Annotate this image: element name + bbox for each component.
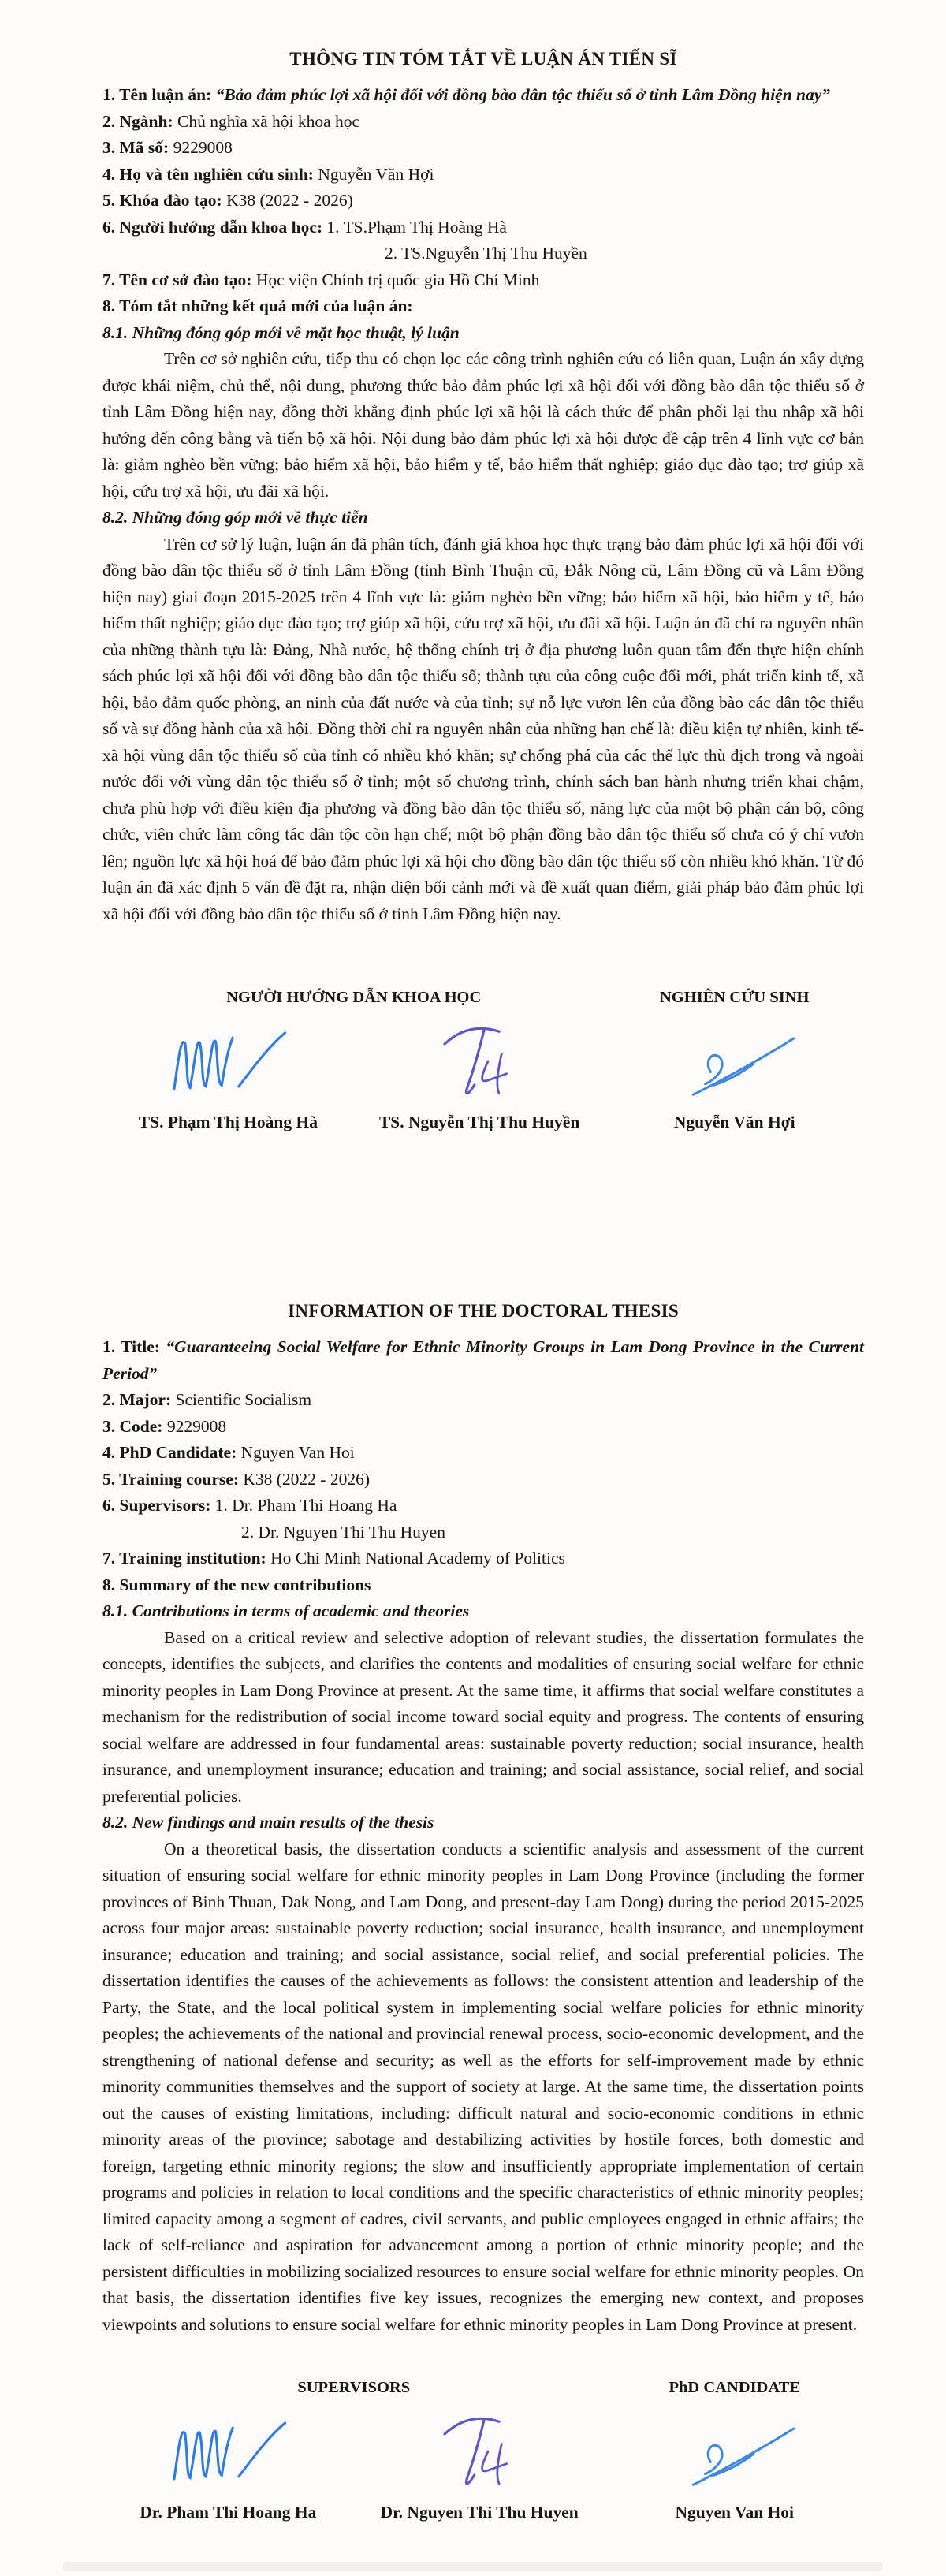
supervisor2-signature-icon [420, 1018, 538, 1105]
signature-block-en [102, 2379, 864, 2522]
heading-8-1-en: 8.1. Contributions in terms of academic and theories [102, 1601, 470, 1620]
supervisor1-signature-icon [161, 2412, 295, 2495]
candidate-signature-en [605, 2402, 864, 2495]
paragraph-8-1-vi: Trên cơ sở nghiên cứu, tiếp thu có chọn lọc các công trình nghiên cứu có liên quan, Luận án xây dựng được khái niệm, chủ thể, nội dung, phương thức bảo đảm phúc lợi xã hội đối với đồng bào dân tộc thiểu số ở tỉnh Lâm Đồng hiện nay, đồng thời khẳng định phúc lợi xã hội là cách thức để phân phối lại thu nhập xã hội hướng đến công bằng và tiến bộ xã hội. Nội dung bảo đảm phúc lợi xã hội được đề cập trên 4 lĩnh vực cơ bản là: giảm nghèo bền vững; bảo hiểm xã hội, bảo hiểm y tế, bảo hiểm thất nghiệp; giáo dục đào tạo; trợ giúp xã hội, cứu trợ xã hội, ưu đãi xã hội. [102, 349, 864, 501]
page-title-vi: THÔNG TIN TÓM TẮT VỀ LUẬN ÁN TIẾN SĨ [289, 49, 677, 69]
item-ma-so: 3. Mã số: 9229008 [102, 138, 233, 157]
role-supervisors-label-en: SUPERVISORS [297, 2379, 411, 2396]
candidate-signature-icon [668, 2420, 802, 2495]
item-supervisors-line2: 2. Dr. Nguyen Thi Thu Huyen [241, 1522, 445, 1541]
item-tom-tat: 8. Tóm tắt những kết quả mới của luận án: [102, 296, 413, 315]
role-candidate-label-en: PhD CANDIDATE [669, 2379, 800, 2396]
supervisor2-name-vi: TS. Nguyễn Thị Thu Huyền [378, 1113, 580, 1131]
item-nganh: 2. Ngành: Chủ nghĩa xã hội khoa học [102, 111, 360, 131]
role-candidate-label-vi: NGHIÊN CỨU SINH [660, 989, 810, 1006]
supervisor2-signature [354, 1012, 605, 1105]
item-khoa-dao-tao: 5. Khóa đào tạo: K38 (2022 - 2026) [102, 191, 353, 210]
paragraph-8-2-en: On a theoretical basis, the dissertation conducts a scientific analysis and assessment of the current situation of ensuring social welfare for ethnic minority peoples in Lam Dong Province (including the former provinces of Binh Thuan, Dak Nong, and Lam Dong, and present-day Lam Dong) during the period 2015-2025 across four major areas: sustainable poverty reduction; social insurance, health insurance, and unemployment insurance; education and training; and social assistance, social relief, and social preferential policies. The dissertation identifies the causes of the achievements as follows: the consistent attention and leadership of the Party, the State, and the local political system in implementing social welfare policies for ethnic minority peoples; the achievements of the national and provincial renewal process, socio-economic development, and the strengthening of national defense and security; as well as the efforts for self-improvement made by ethnic minority communities themselves and the support of society at large. At the same time, the dissertation points out the causes of existing limitations, including: difficult natural and socio-economic conditions in ethnic minority areas of the province; sabotage and destabilizing activities by hostile forces, both domestic and foreign, targeting ethnic minority regions; the slow and insufficiently appropriate implementation of certain programs and policies in relation to local conditions and the specific characteristics of ethnic minority peoples; limited capacity among a segment of cadres, civil servants, and public employees engaged in ethnic affairs; the lack of self-reliance and aspiration for advancement among a portion of ethnic minority people; and the persistent difficulties in mobilizing socialized resources to ensure social welfare for ethnic minority peoples. On that basis, the dissertation identifies five key issues, recognizes the emerging new context, and proposes viewpoints and solutions to ensure social welfare for ethnic minority peoples in Lam Dong Province at present. [102, 1839, 864, 2334]
paragraph-8-1-en: Based on a critical review and selective adoption of relevant studies, the dissertation formulates the concepts, identifies the subjects, and clarifies the contents and modalities of ensuring social welfare for ethnic minority peoples in Lam Dong Province at present. At the same time, it affirms that social welfare constitutes a mechanism for the redistribution of social income toward social equity and progress. The contents of ensuring social welfare are addressed in four fundamental areas: sustainable poverty reduction; social insurance, health insurance, and unemployment insurance; education and training; and social assistance, social relief, and social preferential policies. [102, 1627, 864, 1806]
page-title-en: INFORMATION OF THE DOCTORAL THESIS [288, 1301, 679, 1321]
item-major: 2. Major: Scientific Socialism [102, 1390, 312, 1409]
numbered-items-vi [102, 82, 864, 927]
heading-8-1-vi: 8.1. Những đóng góp mới về mặt học thuật, lý luận [102, 322, 460, 342]
item-summary: 8. Summary of the new contributions [102, 1575, 371, 1594]
item-ten-luan-an: 1. Tên luận án: “Bảo đảm phúc lợi xã hội đối với đồng bào dân tộc thiểu số ở tỉnh Lâm Đồng hiện nay” [102, 85, 831, 104]
supervisor1-name-en: Dr. Pham Thi Hoang Ha [140, 2503, 317, 2522]
heading-8-2-en: 8.2. New findings and main results of the thesis [102, 1813, 434, 1832]
item-code: 3. Code: 9229008 [102, 1416, 227, 1436]
supervisor1-name-vi: TS. Phạm Thị Hoàng Hà [138, 1113, 318, 1131]
item-nghien-cuu-sinh: 4. Họ và tên nghiên cứu sinh: Nguyễn Văn Hợi [102, 164, 434, 184]
item-supervisors: 6. Supervisors: 1. Dr. Pham Thi Hoang Ha [102, 1496, 397, 1515]
supervisor2-signature-icon [420, 2408, 538, 2495]
supervisor2-name-en: Dr. Nguyen Thi Thu Huyen [380, 2503, 579, 2522]
vietnamese-summary-page [0, 0, 946, 1132]
role-supervisors-label-vi: NGƯỜI HƯỚNG DẪN KHOA HỌC [226, 989, 482, 1006]
paragraph-8-2-vi: Trên cơ sở lý luận, luận án đã phân tích, đánh giá khoa học thực trạng bảo đảm phúc lợi xã hội đối với đồng bào dân tộc thiểu số ở tỉnh Lâm Đồng (tỉnh Bình Thuận cũ, Đắk Nông cũ, Lâm Đồng cũ và Lâm Đồng hiện nay) giai đoạn 2015-2025 trên 4 lĩnh vực là: giảm nghèo bền vững; bảo hiểm xã hội, bảo hiểm y tế, bảo hiểm thất nghiệp; giáo dục đào tạo; trợ giúp xã hội, cứu trợ xã hội, ưu đãi xã hội. Luận án đã chỉ ra nguyên nhân của những thành tựu là: Đảng, Nhà nước, hệ thống chính trị ở địa phương luôn quan tâm đến thực hiện chính sách phúc lợi xã hội đối với đồng bào dân tộc thiểu số; thành tựu của công cuộc đổi mới, phát triển kinh tế, xã hội, bảo đảm quốc phòng, an ninh của đất nước và của tỉnh; sự nỗ lực vươn lên của đồng bào các dân tộc thiểu số và sự đồng hành của xã hội. Đồng thời chỉ ra nguyên nhân của những hạn chế là: điều kiện tự nhiên, kinh tế-xã hội vùng dân tộc thiểu số của tỉnh có nhiều khó khăn; sự chống phá của các thế lực thù địch trong và ngoài nước đối với vùng dân tộc thiểu số ở tỉnh; một số chương trình, chính sách ban hành nhưng triển khai chậm, chưa phù hợp với điều kiện địa phương và đồng bào dân tộc thiểu số, năng lực của một bộ phận cán bộ, công chức, viên chức làm công tác dân tộc còn hạn chế; một bộ phận đồng bào dân tộc thiểu số chưa có ý chí vươn lên; nguồn lực xã hội hoá để bảo đảm phúc lợi xã hội cho đồng bào dân tộc thiểu số còn nhiều khó khăn. Từ đó luận án đã xác định 5 vấn đề đặt ra, nhận diện bối cảnh mới và đề xuất quan điểm, giải pháp bảo đảm phúc lợi xã hội đối với đồng bào dân tộc thiểu số ở tỉnh Lâm Đồng hiện nay. [102, 534, 864, 923]
item-training-institution: 7. Training institution: Ho Chi Minh National Academy of Politics [102, 1549, 565, 1568]
supervisor1-signature-en [102, 2402, 354, 2495]
supervisor1-signature-icon [161, 1022, 295, 1105]
item-co-so-dao-tao: 7. Tên cơ sở đào tạo: Học viện Chính trị quốc gia Hồ Chí Minh [102, 270, 540, 289]
item-nguoi-huong-dan: 6. Người hướng dẫn khoa học: 1. TS.Phạm Thị Hoàng Hà [102, 217, 507, 237]
page-divider-gap [0, 1132, 946, 1208]
candidate-signature-icon [668, 1030, 802, 1105]
item-phd-candidate: 4. PhD Candidate: Nguyen Van Hoi [102, 1443, 355, 1462]
signature-block-vi [102, 989, 864, 1132]
candidate-name-en: Nguyen Van Hoi [675, 2503, 795, 2522]
supervisor2-signature-en [354, 2402, 605, 2495]
candidate-signature [605, 1012, 864, 1105]
item-training-course: 5. Training course: K38 (2022 - 2026) [102, 1469, 371, 1489]
candidate-name-vi: Nguyễn Văn Hợi [673, 1113, 795, 1131]
numbered-items-en [102, 1334, 864, 2338]
english-summary-page [0, 1208, 946, 2522]
item-nguoi-huong-dan-line2: 2. TS.Nguyễn Thị Thu Huyền [385, 244, 587, 263]
scan-noise-strip [63, 2562, 883, 2571]
heading-8-2-vi: 8.2. Những đóng góp mới về thực tiễn [102, 508, 368, 527]
item-title: 1. Title: “Guaranteeing Social Welfare for Ethnic Minority Groups in Lam Dong Province in the Current Period” [102, 1337, 865, 1383]
supervisor1-signature [102, 1012, 354, 1105]
